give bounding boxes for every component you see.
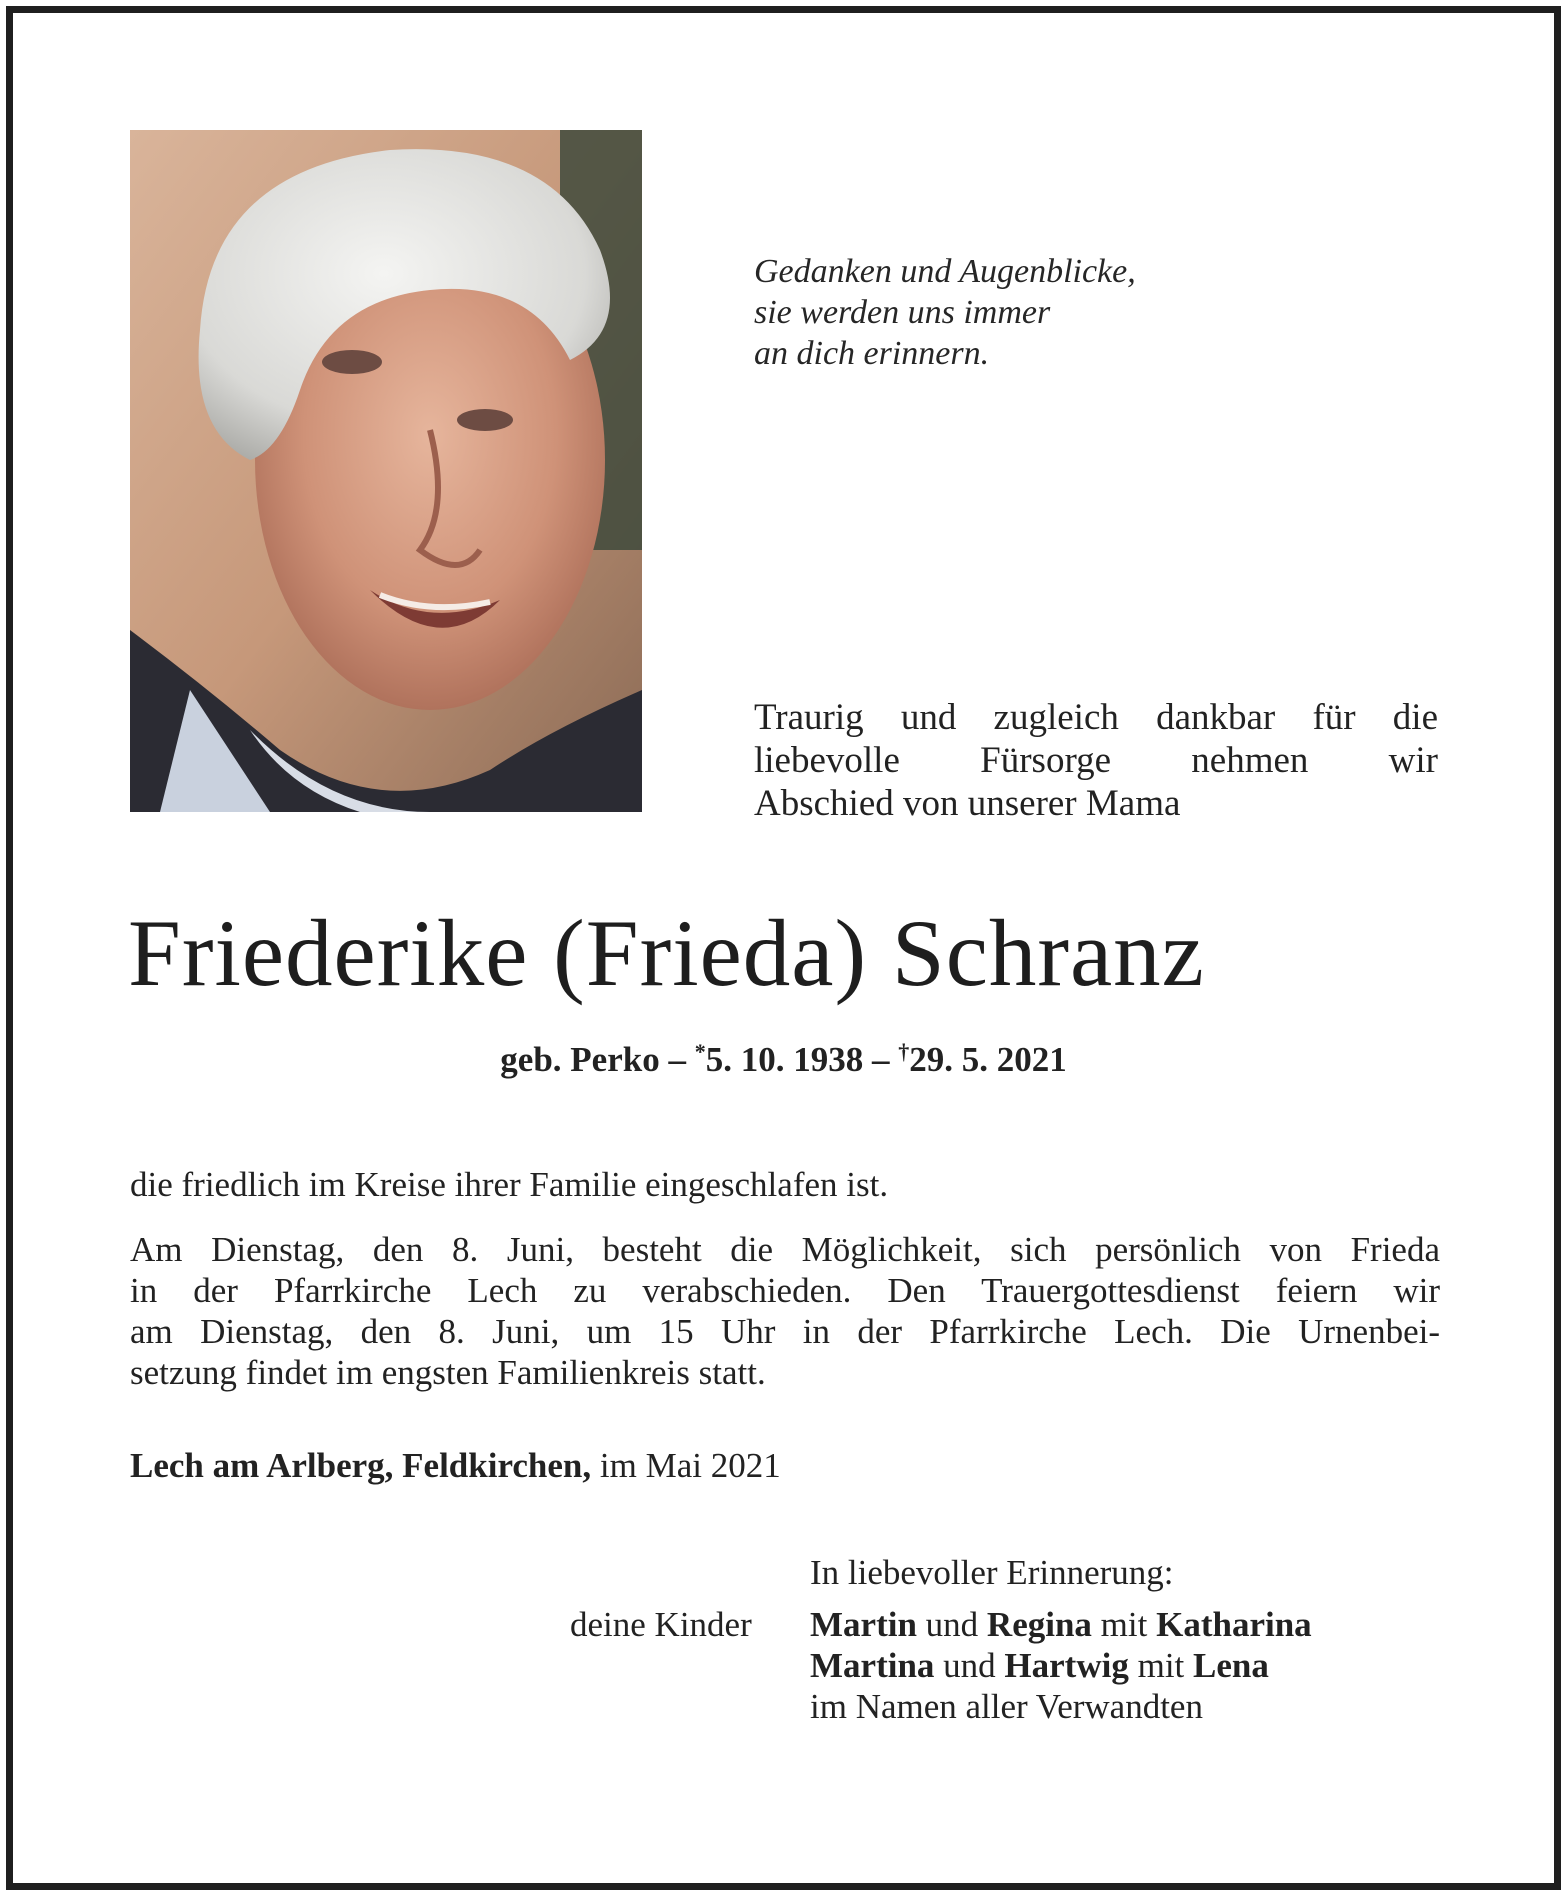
kids-label: deine Kinder bbox=[570, 1605, 752, 1644]
birth-symbol: * bbox=[694, 1039, 706, 1064]
place-month: im Mai 2021 bbox=[599, 1446, 781, 1485]
body-line: am Dienstag, den 8. Juni, um 15 Uhr in der Pfarrkirche Lech. Die Urnenbei- bbox=[130, 1312, 1440, 1351]
conjunction: und bbox=[943, 1646, 996, 1685]
intro-line: liebevolle Fürsorge nehmen wir bbox=[754, 740, 1438, 781]
intro-line: Traurig und zugleich dankbar für die bbox=[754, 697, 1438, 738]
deceased-name: Friederike (Frieda) Schranz bbox=[128, 900, 1205, 1006]
quote-line: Gedanken und Augenblicke, bbox=[754, 253, 1136, 290]
signatory-name: Martin bbox=[810, 1605, 917, 1644]
quote-line: sie werden uns immer bbox=[754, 294, 1051, 331]
signatory-name: Regina bbox=[986, 1605, 1092, 1644]
quote-line: an dich erinnern. bbox=[754, 335, 990, 372]
body-paragraph-1: die friedlich im Kreise ihrer Familie eingeschlafen ist. bbox=[130, 1165, 889, 1204]
signatories bbox=[810, 1604, 1312, 1727]
date-separator: – bbox=[863, 1040, 899, 1079]
body-line: in der Pfarrkirche Lech zu verabschieden. Den Trauergottesdienst feiern wir bbox=[130, 1271, 1440, 1310]
body-line: Am Dienstag, den 8. Juni, besteht die Möglichkeit, sich persönlich von Frieda bbox=[130, 1230, 1440, 1269]
maiden-name: geb. Perko bbox=[500, 1040, 660, 1079]
date-separator: – bbox=[659, 1040, 695, 1079]
birth-date: 5. 10. 1938 bbox=[705, 1040, 864, 1079]
place-names: Lech am Arlberg, Feldkirchen, bbox=[130, 1446, 592, 1485]
signatory-name: Martina bbox=[810, 1646, 935, 1685]
memory-heading: In liebevoller Erinnerung: bbox=[810, 1553, 1174, 1592]
death-symbol: † bbox=[898, 1039, 910, 1064]
signatory-line-3: im Namen aller Verwandten bbox=[810, 1687, 1203, 1726]
life-dates bbox=[0, 1040, 1567, 1080]
signatory-line-1 bbox=[810, 1604, 1312, 1645]
signatory-name: Lena bbox=[1193, 1646, 1269, 1685]
signatory-line-2 bbox=[810, 1645, 1312, 1686]
body-paragraph-2 bbox=[130, 1229, 1440, 1393]
conjunction: und bbox=[925, 1605, 979, 1644]
signatory-name: Katharina bbox=[1156, 1605, 1312, 1644]
signatory-name: Hartwig bbox=[1004, 1646, 1129, 1685]
memorial-quote bbox=[754, 251, 1254, 374]
body-line: setzung findet im engsten Familienkreis statt. bbox=[130, 1353, 766, 1392]
death-date: 29. 5. 2021 bbox=[909, 1040, 1067, 1079]
intro-text bbox=[754, 696, 1438, 825]
conjunction: mit bbox=[1137, 1646, 1185, 1685]
place-date bbox=[130, 1445, 781, 1486]
portrait-photo bbox=[130, 130, 642, 812]
portrait-image bbox=[130, 130, 642, 812]
conjunction: mit bbox=[1100, 1605, 1148, 1644]
intro-line: Abschied von unserer Mama bbox=[754, 783, 1181, 824]
